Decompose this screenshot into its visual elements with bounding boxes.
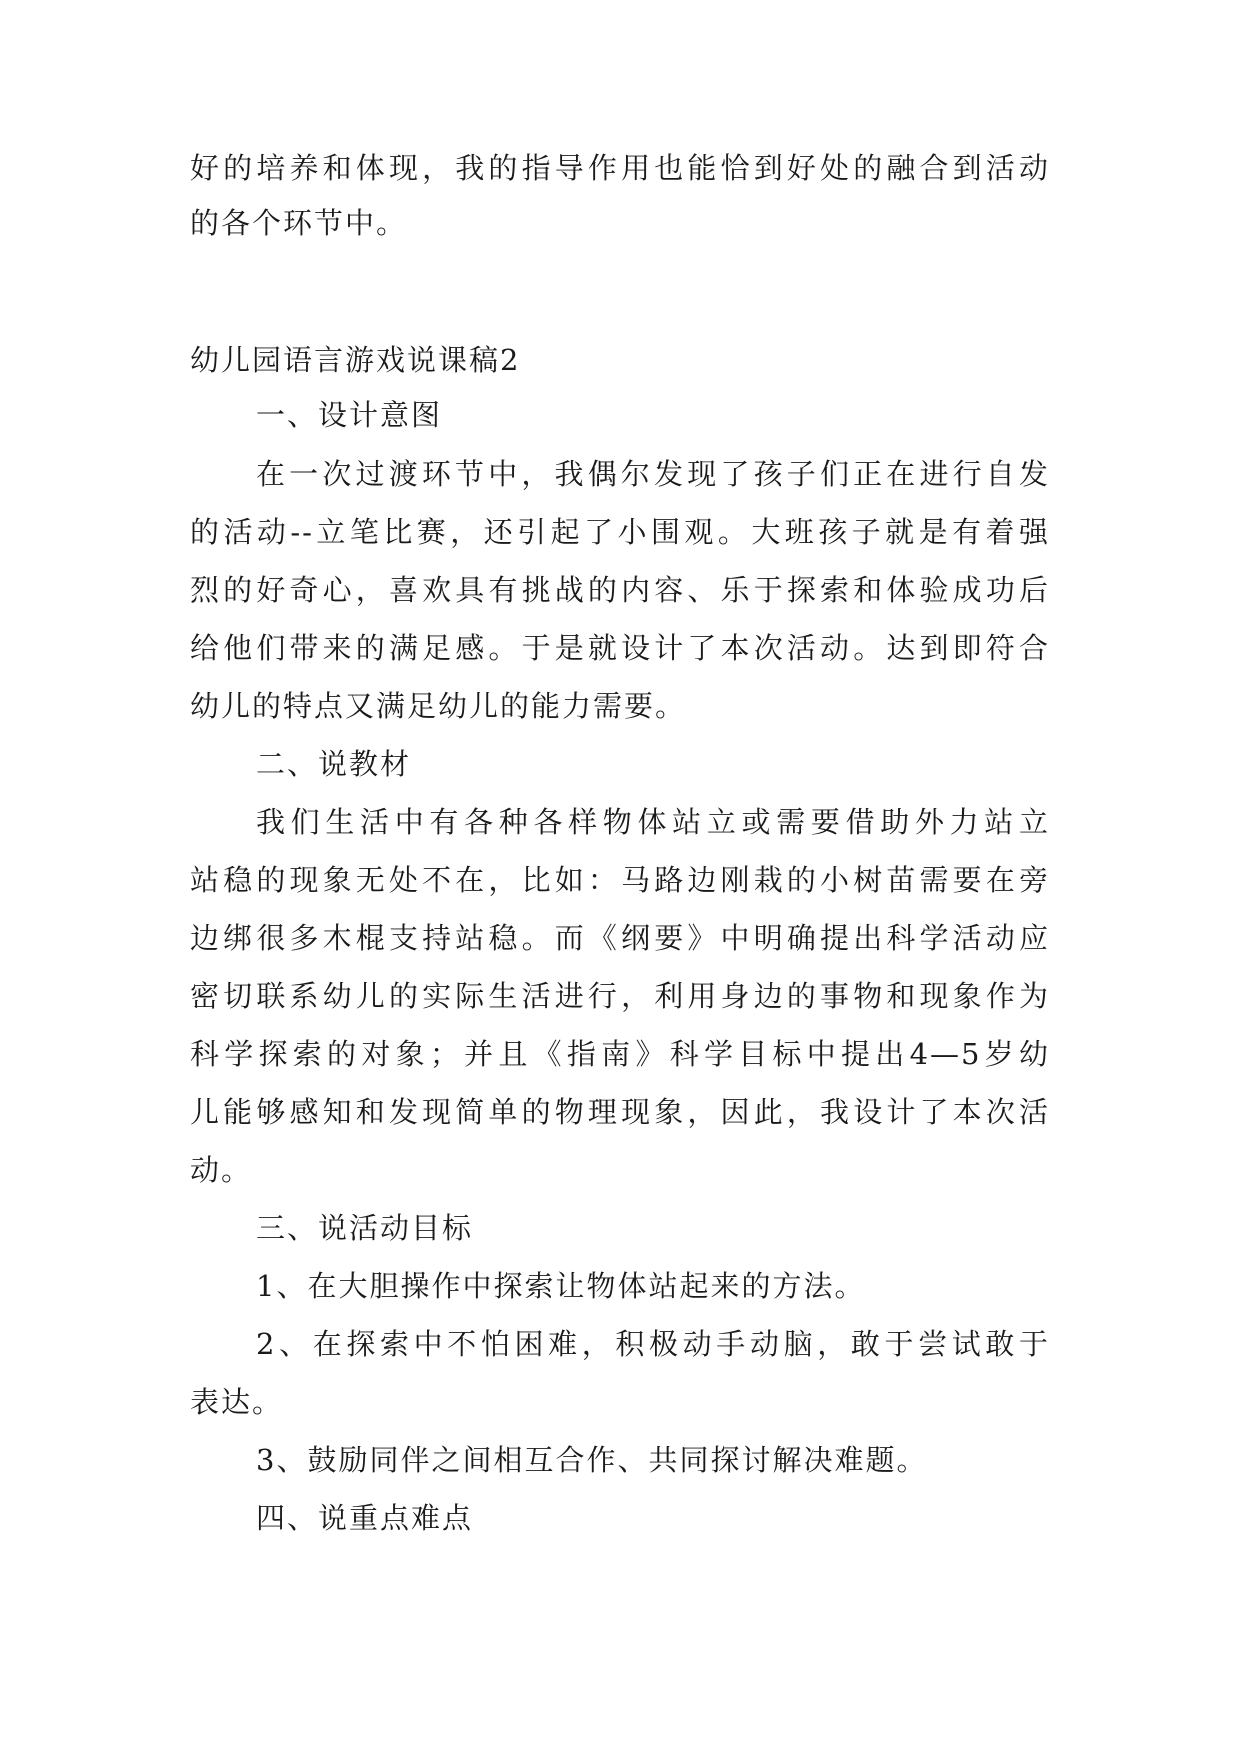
section2-line-4: 密切联系幼儿的实际生活进行，利用身边的事物和现象作为	[190, 979, 1050, 1013]
section2-line-2: 站稳的现象无处不在，比如：马路边刚栽的小树苗需要在旁	[190, 863, 1050, 897]
section2-line-5: 科学探索的对象；并且《指南》科学目标中提出4—5岁幼	[190, 1037, 1050, 1071]
goal-item-2-line-2: 表达。	[190, 1385, 284, 1419]
section2-line-6: 儿能够感知和发现简单的物理现象，因此，我设计了本次活	[190, 1095, 1050, 1129]
section1-line-3: 烈的好奇心，喜欢具有挑战的内容、乐于探索和体验成功后	[190, 573, 1050, 607]
section1-line-1: 在一次过渡环节中，我偶尔发现了孩子们正在进行自发	[256, 457, 1050, 491]
section2-line-1: 我们生活中有各种各样物体站立或需要借助外力站立	[256, 805, 1050, 839]
section2-line-7: 动。	[190, 1153, 253, 1187]
document-title: 幼儿园语言游戏说课稿2	[190, 343, 521, 377]
continuation-line-2: 的各个环节中。	[190, 206, 408, 240]
section-heading-design-intent: 一、设计意图	[256, 398, 443, 432]
continuation-line-1: 好的培养和体现，我的指导作用也能恰到好处的融合到活动	[190, 151, 1050, 185]
section1-line-4: 给他们带来的满足感。于是就设计了本次活动。达到即符合	[190, 631, 1050, 665]
section2-line-3: 边绑很多木棍支持站稳。而《纲要》中明确提出科学活动应	[190, 921, 1050, 955]
section-heading-key-points: 四、说重点难点	[256, 1501, 474, 1535]
section1-line-2: 的活动--立笔比赛，还引起了小围观。大班孩子就是有着强	[190, 515, 1050, 549]
section-heading-goals: 三、说活动目标	[256, 1211, 474, 1245]
goal-item-2-line-1: 2、在探索中不怕困难，积极动手动脑，敢于尝试敢于	[256, 1327, 1050, 1361]
section1-line-5: 幼儿的特点又满足幼儿的能力需要。	[190, 689, 687, 723]
section-heading-materials: 二、说教材	[256, 747, 412, 781]
goal-item-1: 1、在大胆操作中探索让物体站起来的方法。	[256, 1269, 866, 1303]
goal-item-3: 3、鼓励同伴之间相互合作、共同探讨解决难题。	[256, 1443, 928, 1477]
